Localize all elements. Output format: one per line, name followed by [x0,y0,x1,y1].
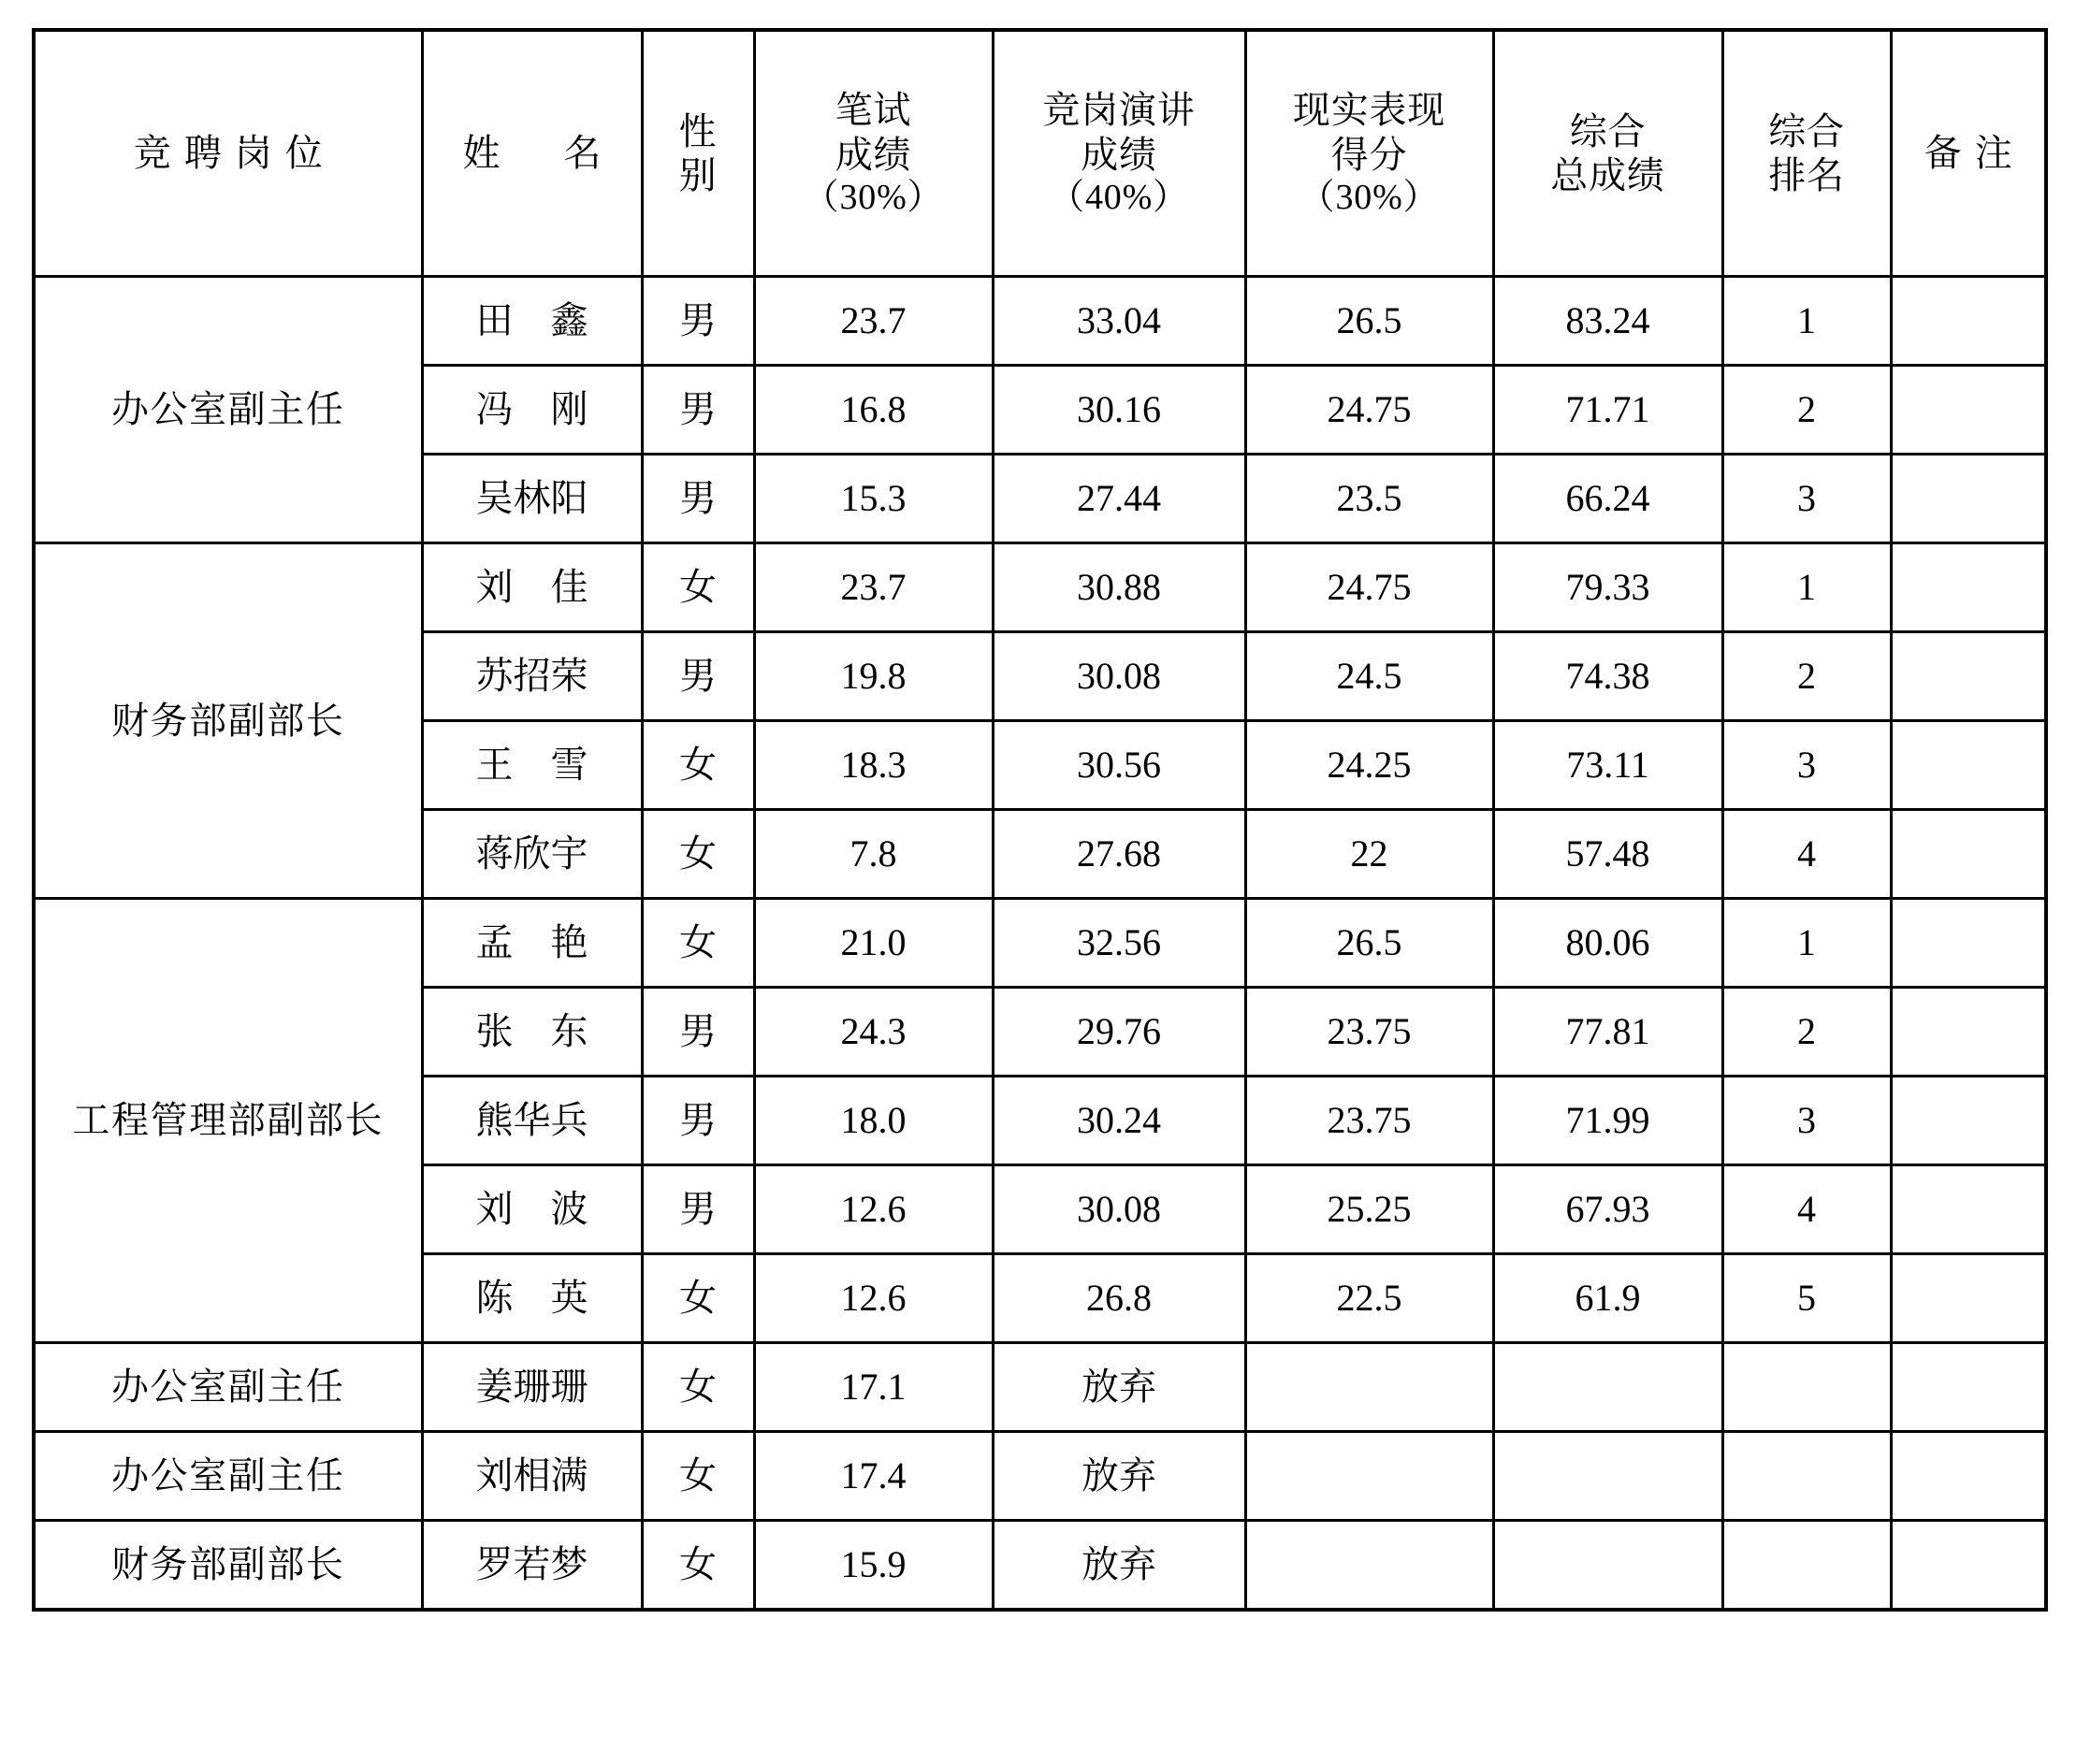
cell-sex: 男 [642,277,754,366]
header-written-label-2: 成绩 [835,133,912,176]
cell-written-score: 19.8 [754,632,993,721]
cell-remark [1891,632,2046,721]
cell-total-score: 79.33 [1493,543,1722,632]
cell-post: 财务部副部长 [34,543,422,899]
header-rank [1722,30,1891,277]
cell-performance-score: 23.5 [1245,455,1493,543]
cell-remark [1891,721,2046,810]
cell-name: 苏招荣 [422,632,642,721]
cell-sex: 女 [642,1521,754,1611]
cell-post: 办公室副主任 [34,1343,422,1432]
cell-sex: 女 [642,1343,754,1432]
header-rank-label-2: 排名 [1768,154,1845,196]
cell-speech-score: 29.76 [993,988,1245,1077]
cell-written-score: 18.0 [754,1077,993,1165]
cell-total-score: 57.48 [1493,810,1722,899]
cell-total-score [1493,1432,1722,1521]
cell-performance-score: 26.5 [1245,277,1493,366]
cell-remark [1891,1254,2046,1343]
header-performance [1245,30,1493,277]
cell-written-score: 21.0 [754,899,993,988]
header-row [34,30,2046,277]
competition-score-table [32,28,2048,1612]
header-performance-label-2: 得分 [1330,133,1408,176]
cell-sex: 男 [642,632,754,721]
cell-performance-score: 24.75 [1245,366,1493,455]
cell-rank: 3 [1722,721,1891,810]
cell-remark [1891,277,2046,366]
cell-sex: 男 [642,988,754,1077]
cell-name: 孟 艳 [422,899,642,988]
cell-name: 姜珊珊 [422,1343,642,1432]
cell-performance-score: 22 [1245,810,1493,899]
cell-performance-score: 22.5 [1245,1254,1493,1343]
cell-speech-score: 27.44 [993,455,1245,543]
table-row [34,899,2046,988]
header-rank-label-1: 综合 [1768,109,1845,152]
cell-speech-score: 放弃 [993,1521,1245,1611]
cell-post: 办公室副主任 [34,277,422,543]
header-sex-label-1: 性 [678,109,718,152]
cell-sex: 男 [642,1077,754,1165]
cell-name: 刘相满 [422,1432,642,1521]
cell-name: 冯 刚 [422,366,642,455]
header-total-label-1: 综合 [1569,109,1647,152]
cell-remark [1891,1077,2046,1165]
table-row [34,543,2046,632]
cell-performance-score: 23.75 [1245,1077,1493,1165]
cell-total-score: 73.11 [1493,721,1722,810]
cell-rank: 1 [1722,277,1891,366]
header-sex [642,30,754,277]
cell-rank: 4 [1722,810,1891,899]
cell-performance-score: 25.25 [1245,1165,1493,1254]
cell-sex: 女 [642,1254,754,1343]
table-row [34,1521,2046,1611]
cell-remark [1891,810,2046,899]
cell-name: 王 雪 [422,721,642,810]
cell-written-score: 23.7 [754,543,993,632]
header-total-label-2: 总成绩 [1550,154,1665,196]
cell-written-score: 24.3 [754,988,993,1077]
table-header [34,30,2046,277]
cell-total-score [1493,1521,1722,1611]
cell-rank: 4 [1722,1165,1891,1254]
cell-rank: 3 [1722,1077,1891,1165]
header-remark-label: 备注 [1924,132,2025,175]
cell-sex: 女 [642,1432,754,1521]
cell-remark [1891,988,2046,1077]
cell-remark [1891,1432,2046,1521]
cell-name: 刘 波 [422,1165,642,1254]
cell-performance-score: 23.75 [1245,988,1493,1077]
cell-speech-score: 30.08 [993,1165,1245,1254]
cell-remark [1891,455,2046,543]
cell-sex: 女 [642,721,754,810]
header-post-label: 竞聘岗位 [133,132,336,175]
header-name [422,30,642,277]
cell-name: 熊华兵 [422,1077,642,1165]
cell-speech-score: 放弃 [993,1343,1245,1432]
cell-rank [1722,1432,1891,1521]
header-written [754,30,993,277]
cell-name: 田 鑫 [422,277,642,366]
table-body [34,277,2046,1611]
cell-written-score: 16.8 [754,366,993,455]
cell-written-score: 15.3 [754,455,993,543]
cell-remark [1891,1521,2046,1611]
cell-rank [1722,1343,1891,1432]
cell-name: 陈 英 [422,1254,642,1343]
cell-post: 工程管理部副部长 [34,899,422,1343]
cell-written-score: 12.6 [754,1165,993,1254]
cell-performance-score: 26.5 [1245,899,1493,988]
cell-performance-score [1245,1521,1493,1611]
cell-total-score [1493,1343,1722,1432]
cell-remark [1891,1343,2046,1432]
cell-rank: 1 [1722,543,1891,632]
cell-rank: 5 [1722,1254,1891,1343]
cell-remark [1891,899,2046,988]
cell-written-score: 17.1 [754,1343,993,1432]
cell-total-score: 77.81 [1493,988,1722,1077]
header-name-label: 姓 名 [462,132,615,175]
cell-performance-score [1245,1432,1493,1521]
cell-written-score: 23.7 [754,277,993,366]
cell-sex: 男 [642,366,754,455]
cell-speech-score: 26.8 [993,1254,1245,1343]
cell-speech-score: 30.16 [993,366,1245,455]
cell-sex: 女 [642,543,754,632]
cell-performance-score: 24.75 [1245,543,1493,632]
cell-name: 罗若梦 [422,1521,642,1611]
cell-rank [1722,1521,1891,1611]
cell-performance-score: 24.5 [1245,632,1493,721]
cell-speech-score: 30.08 [993,632,1245,721]
cell-speech-score: 30.24 [993,1077,1245,1165]
header-performance-label-1: 现实表现 [1292,89,1446,132]
cell-name: 张 东 [422,988,642,1077]
cell-speech-score: 放弃 [993,1432,1245,1521]
header-sex-label-2: 别 [678,154,718,196]
cell-post: 办公室副主任 [34,1432,422,1521]
cell-sex: 男 [642,1165,754,1254]
header-speech-weight: （40%） [1049,177,1189,217]
cell-name: 刘 佳 [422,543,642,632]
cell-speech-score: 27.68 [993,810,1245,899]
cell-name: 蒋欣宇 [422,810,642,899]
cell-sex: 男 [642,455,754,543]
cell-total-score: 61.9 [1493,1254,1722,1343]
cell-remark [1891,366,2046,455]
header-speech [993,30,1245,277]
cell-remark [1891,1165,2046,1254]
cell-total-score: 74.38 [1493,632,1722,721]
cell-name: 吴林阳 [422,455,642,543]
cell-rank: 3 [1722,455,1891,543]
cell-speech-score: 33.04 [993,277,1245,366]
cell-total-score: 71.71 [1493,366,1722,455]
header-remark [1891,30,2046,277]
cell-total-score: 66.24 [1493,455,1722,543]
cell-total-score: 83.24 [1493,277,1722,366]
cell-remark [1891,543,2046,632]
cell-rank: 2 [1722,632,1891,721]
cell-total-score: 80.06 [1493,899,1722,988]
cell-total-score: 67.93 [1493,1165,1722,1254]
cell-sex: 女 [642,810,754,899]
header-speech-label-1: 竞岗演讲 [1042,89,1196,132]
cell-rank: 2 [1722,366,1891,455]
cell-sex: 女 [642,899,754,988]
header-post [34,30,422,277]
header-total [1493,30,1722,277]
cell-performance-score [1245,1343,1493,1432]
cell-written-score: 7.8 [754,810,993,899]
cell-rank: 2 [1722,988,1891,1077]
cell-written-score: 15.9 [754,1521,993,1611]
cell-total-score: 71.99 [1493,1077,1722,1165]
table-row [34,1432,2046,1521]
cell-written-score: 12.6 [754,1254,993,1343]
header-speech-label-2: 成绩 [1081,133,1157,176]
table-row [34,277,2046,366]
table-row [34,1343,2046,1432]
cell-performance-score: 24.25 [1245,721,1493,810]
header-written-label-1: 笔试 [835,89,912,132]
cell-speech-score: 30.56 [993,721,1245,810]
cell-written-score: 18.3 [754,721,993,810]
cell-written-score: 17.4 [754,1432,993,1521]
cell-speech-score: 30.88 [993,543,1245,632]
cell-speech-score: 32.56 [993,899,1245,988]
cell-post: 财务部副部长 [34,1521,422,1611]
cell-rank: 1 [1722,899,1891,988]
header-performance-weight: （30%） [1299,177,1440,217]
header-written-weight: （30%） [803,177,944,217]
